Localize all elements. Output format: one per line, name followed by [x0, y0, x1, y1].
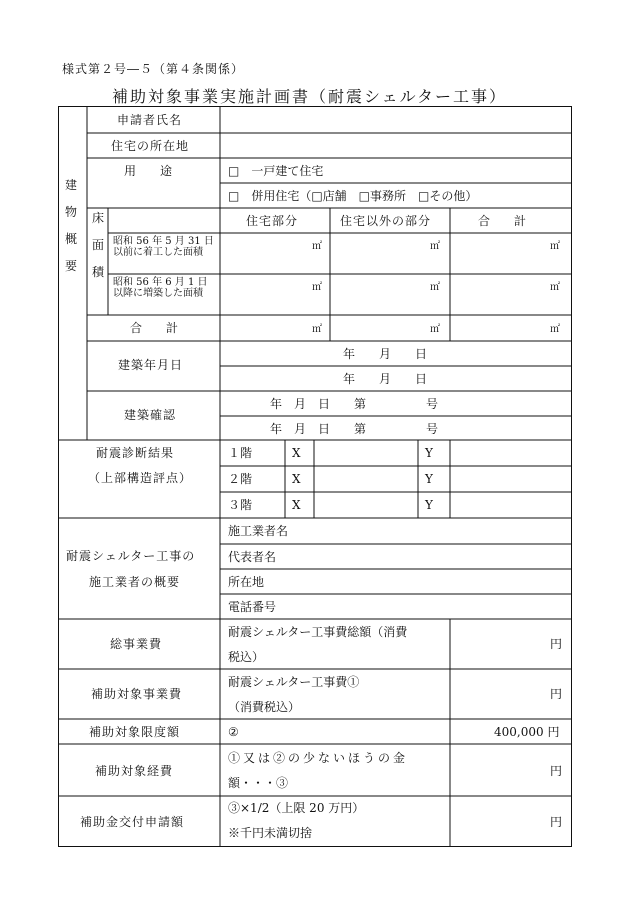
row-label-pre1981: 昭和 56 年 5 月 31 日以前に着工した面積: [113, 236, 214, 258]
applicant-name-label: 申請者氏名: [117, 113, 183, 127]
yen-unit: 円: [550, 637, 563, 651]
y-direction-label: Y: [425, 472, 433, 486]
yen-unit: 円: [550, 687, 563, 701]
contractor-name-field[interactable]: 施工業者名: [228, 524, 289, 538]
build-date-value[interactable]: 年 月 日: [343, 372, 428, 386]
area-unit: ㎡: [430, 324, 440, 335]
area-unit: ㎡: [550, 241, 560, 252]
use-label: 用 途: [124, 164, 173, 178]
area-unit: ㎡: [312, 282, 322, 293]
form-number: 様式第２号―５（第４条関係）: [62, 62, 245, 76]
grant-rounding-note: ※千円未満切捨: [228, 826, 313, 840]
floor-2-label: ２階: [228, 472, 253, 486]
x-direction-label: X: [292, 472, 301, 486]
target-cost-desc-tax: （消費税込）: [228, 700, 301, 714]
seismic-result-sublabel: （上部構造評点）: [88, 471, 193, 485]
contractor-address-field[interactable]: 所在地: [228, 575, 265, 589]
target-cost-desc: 耐震シェルター工事費①: [228, 675, 360, 689]
floor-3-label: ３階: [228, 498, 253, 512]
eligible-expense-desc: ①又は②の少ないほうの金: [228, 751, 409, 765]
grant-formula: ③×1/2（上限 20 万円）: [228, 801, 365, 815]
building-confirmation-value[interactable]: 年 月 日 第 号: [270, 397, 439, 411]
total-cost-label: 総事業費: [110, 637, 163, 651]
document-title: 補助対象事業実施計画書（耐震シェルター工事）: [112, 87, 508, 106]
total-cost-desc-tax: 税込）: [228, 650, 265, 664]
address-label: 住宅の所在地: [111, 139, 190, 153]
limit-amount-marker: ②: [228, 725, 239, 739]
contractor-section-sublabel: 施工業者の概要: [89, 575, 181, 589]
building-confirmation-label: 建築確認: [124, 408, 177, 422]
build-date-value[interactable]: 年 月 日: [343, 347, 428, 361]
contractor-section-label: 耐震シェルター工事の: [66, 549, 196, 563]
area-unit: ㎡: [430, 282, 440, 293]
x-direction-label: X: [292, 446, 301, 460]
area-unit: ㎡: [550, 324, 560, 335]
phone-number-field[interactable]: 電話番号: [228, 600, 277, 614]
eligible-expense-label: 補助対象経費: [95, 764, 174, 778]
area-unit: ㎡: [550, 282, 560, 293]
area-unit: ㎡: [430, 241, 440, 252]
grant-amount-label: 補助金交付申請額: [80, 815, 185, 829]
eligible-expense-desc-2: 額・・・③: [228, 776, 289, 790]
y-direction-label: Y: [425, 498, 433, 512]
use-option-detached[interactable]: □ 一戸建て住宅: [228, 164, 324, 178]
use-option-mixed[interactable]: □ 併用住宅（□店舗 □事務所 □その他）: [228, 189, 478, 203]
y-direction-label: Y: [425, 446, 433, 460]
build-date-label: 建築年月日: [118, 358, 184, 372]
limit-amount-value: 400,000 円: [494, 725, 560, 739]
row-label-post1981: 昭和 56 年 6 月 1 日以降に増築した面積: [113, 277, 208, 299]
area-unit: ㎡: [312, 324, 322, 335]
col-header-total: 合 計: [478, 214, 527, 228]
area-unit: ㎡: [312, 241, 322, 252]
total-cost-desc: 耐震シェルター工事費総額（消費: [228, 625, 408, 639]
limit-amount-label: 補助対象限度額: [89, 725, 181, 739]
yen-unit: 円: [550, 764, 563, 778]
yen-unit: 円: [550, 815, 563, 829]
building-confirmation-value[interactable]: 年 月 日 第 号: [270, 422, 439, 436]
target-cost-label: 補助対象事業費: [91, 687, 183, 701]
col-header-non-residential: 住宅以外の部分: [340, 214, 432, 228]
col-header-residential: 住宅部分: [246, 214, 299, 228]
total-row-label: 合 計: [130, 321, 179, 335]
representative-field[interactable]: 代表者名: [228, 550, 277, 564]
x-direction-label: X: [292, 498, 301, 512]
floor-1-label: １階: [228, 446, 253, 460]
seismic-result-label: 耐震診断結果: [96, 446, 175, 460]
